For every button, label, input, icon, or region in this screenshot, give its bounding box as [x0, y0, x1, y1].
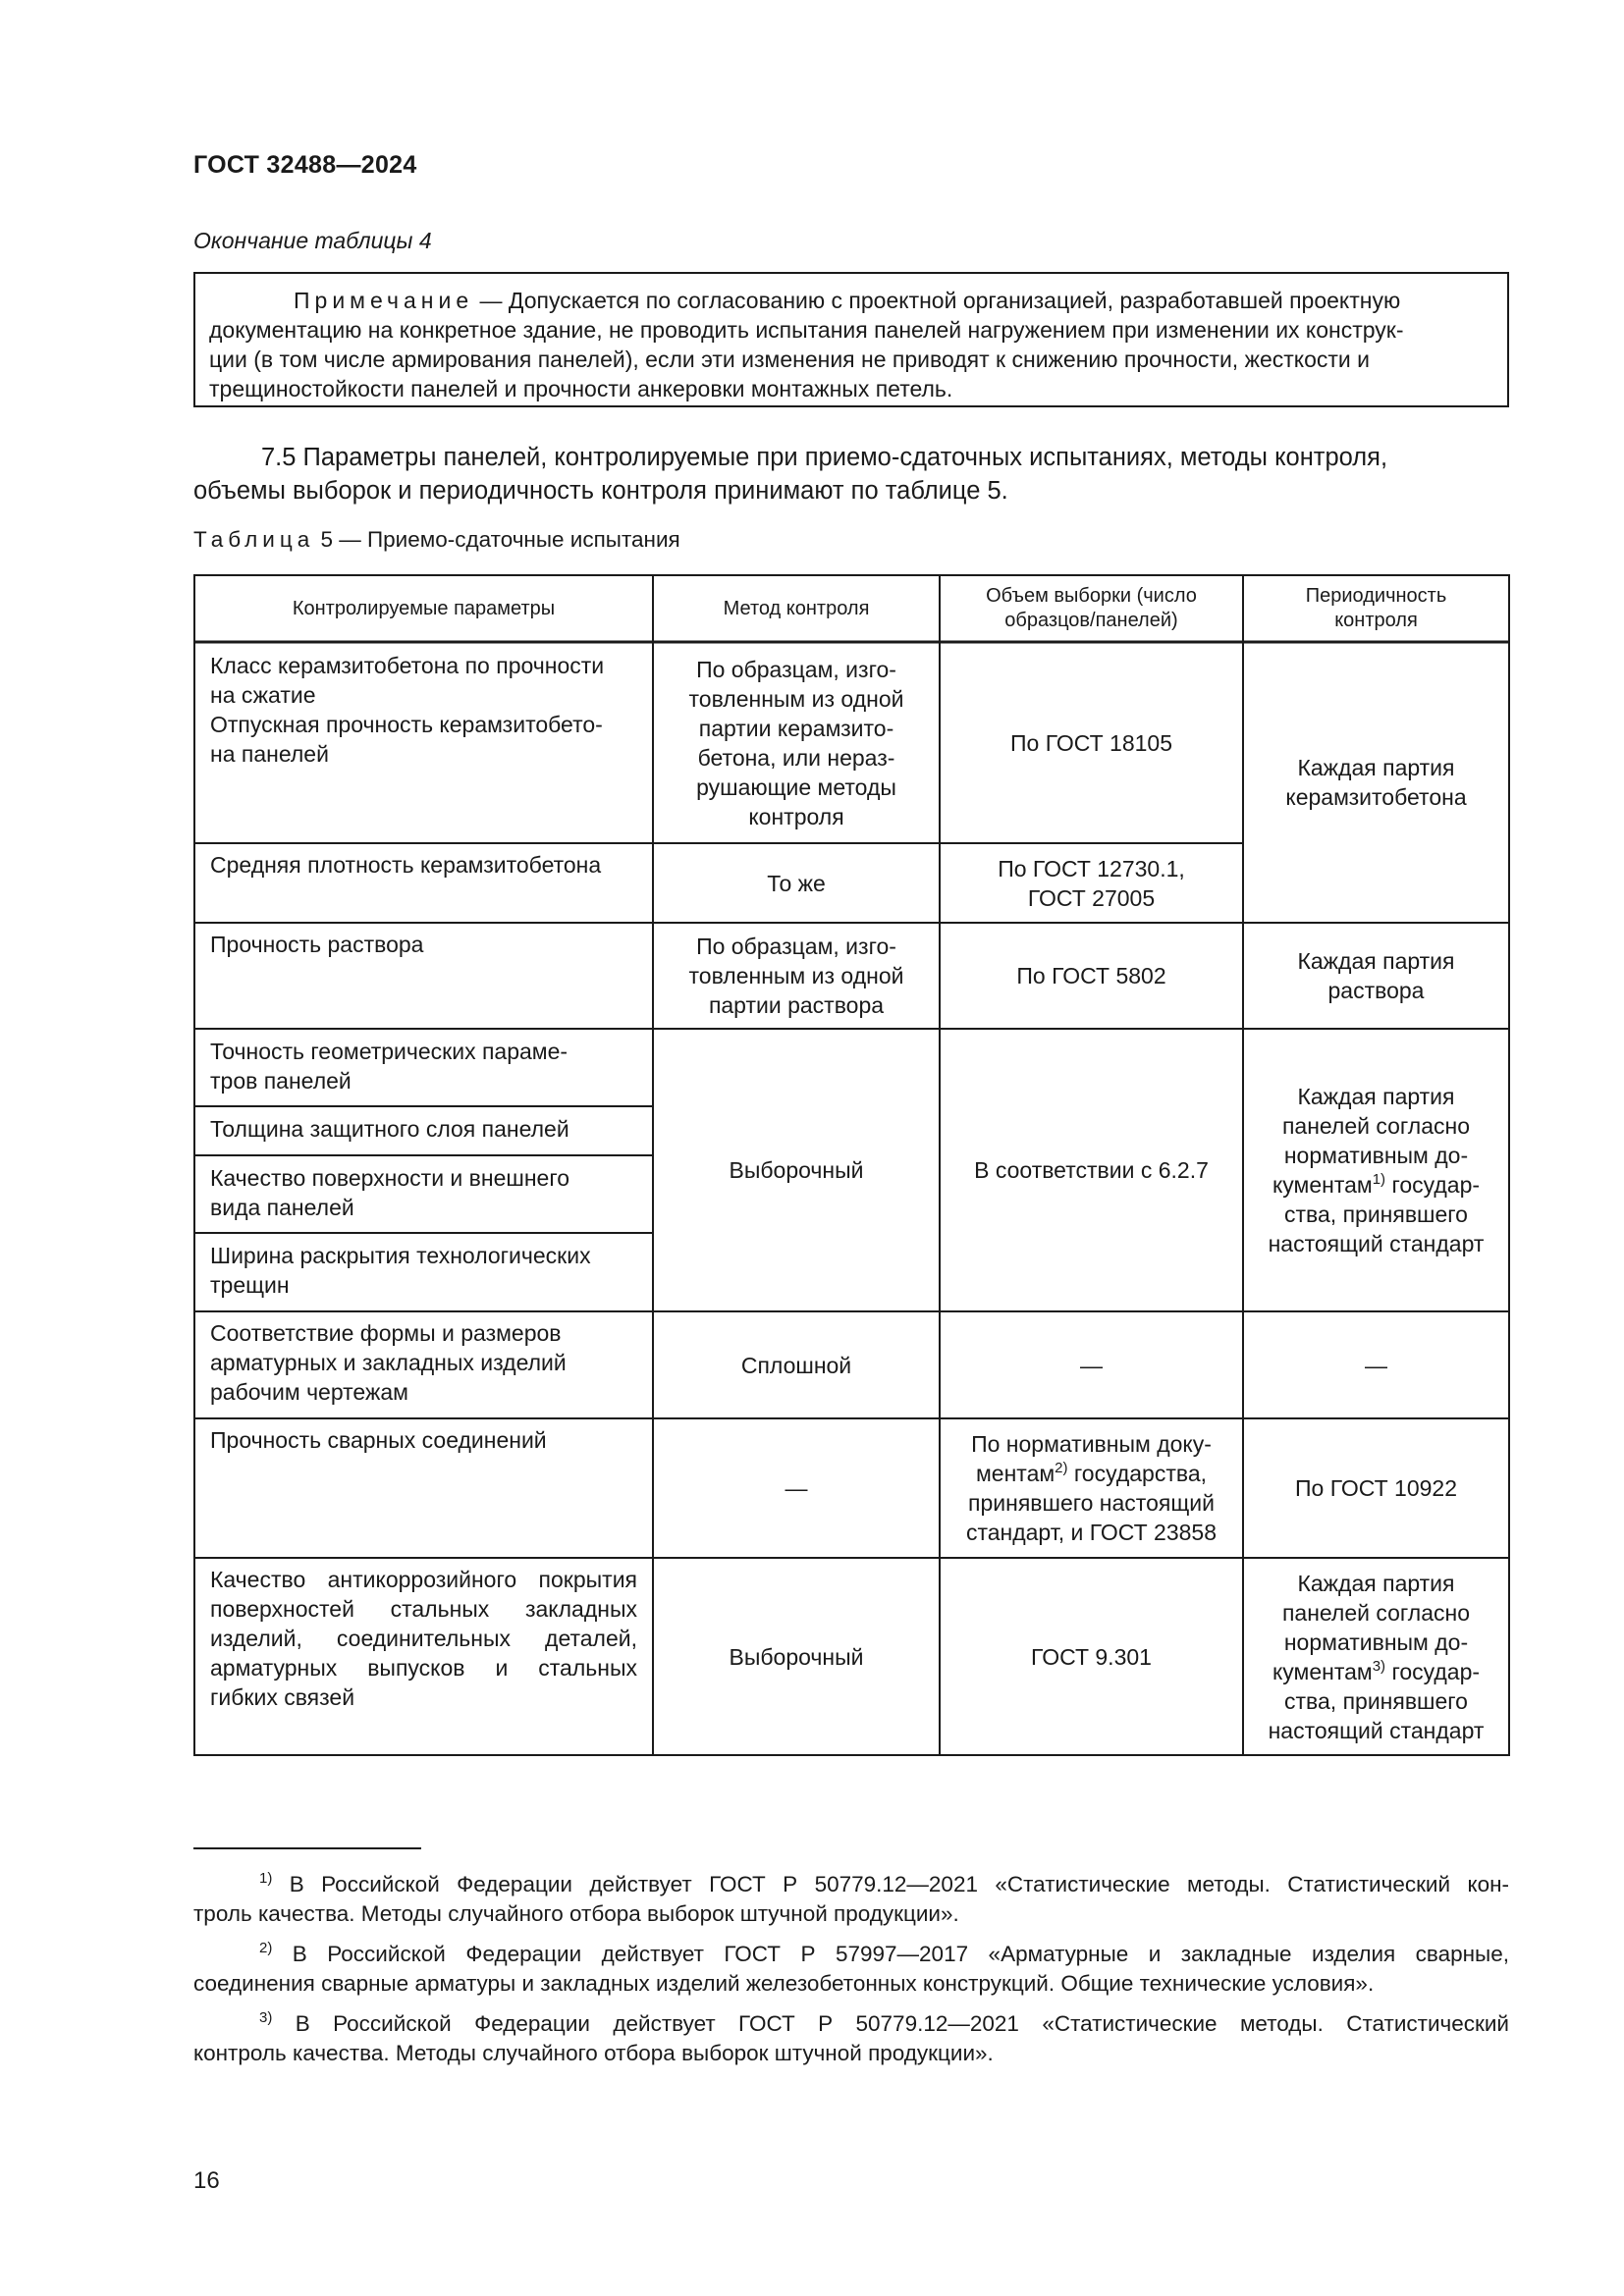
- cell-line: По образцам, изго-: [696, 656, 896, 682]
- cell-line: Прочность раствора: [210, 932, 424, 957]
- cell-line: Каждая партия: [1297, 1570, 1455, 1596]
- cell-r3-sample: [940, 923, 1243, 1029]
- cell-line: партии раствора: [708, 992, 885, 1018]
- footnote-2-mark: 2): [259, 1940, 273, 1956]
- cell-r9-param: [194, 1421, 653, 1459]
- cell-r2-param: [194, 846, 653, 883]
- cell-line: панелей согласно: [1281, 1113, 1471, 1139]
- cell-line: По нормативным доку-: [971, 1431, 1212, 1457]
- cell-r4-param: [194, 1033, 653, 1099]
- cell-fragment: ментам: [975, 1461, 1056, 1486]
- footnote-3-mark: 3): [259, 2009, 273, 2026]
- cell-line: По ГОСТ 10922: [1294, 1475, 1457, 1501]
- cell-line: раствора: [1327, 978, 1425, 1003]
- cell-line: вида панелей: [210, 1195, 354, 1220]
- cell-line: арматурных выпусков и стальных: [210, 1655, 637, 1681]
- cell-r1-method: [653, 642, 940, 843]
- cell-line: тров панелей: [210, 1068, 352, 1094]
- footnote-2-line-1: [259, 1942, 1509, 1967]
- cell-line: трещин: [210, 1272, 290, 1298]
- cell-line: —: [1080, 1352, 1103, 1378]
- cell-r6-param: [194, 1159, 653, 1226]
- cell-line: ства, принявшего: [1284, 1687, 1468, 1714]
- cell-line: Выборочный: [729, 1643, 864, 1670]
- table-continuation-label: Окончание таблицы 4: [193, 228, 432, 253]
- note-line-2: документацию на конкретное здание, не проводить испытания панелей нагружением при изменении их конструк-: [209, 317, 1404, 343]
- footnote-ref-2: 2): [1055, 1460, 1068, 1476]
- cell-line: В соответствии с 6.2.7: [974, 1157, 1209, 1183]
- cell-r4-period: [1243, 1029, 1509, 1311]
- cell-fragment: государства,: [1067, 1461, 1207, 1486]
- page-number: 16: [193, 2167, 220, 2194]
- table-caption: [193, 527, 680, 553]
- cell-line: Выборочный: [729, 1157, 864, 1183]
- cell-line: стандарт, и ГОСТ 23858: [965, 1520, 1218, 1545]
- paragraph-line-2: объемы выборок и периодичность контроля принимают по таблице 5.: [193, 477, 1008, 505]
- note-label: Примечание: [294, 288, 474, 313]
- cell-line: То же: [767, 870, 826, 896]
- cell-line: Толщина защитного слоя панелей: [210, 1116, 569, 1142]
- cell-line: Сплошной: [740, 1352, 852, 1378]
- cell-line: По ГОСТ 12730.1,: [998, 855, 1185, 881]
- cell-r3-period: [1243, 923, 1509, 1029]
- footnote-1-mark: 1): [259, 1870, 273, 1887]
- note-line-1: [294, 286, 1400, 315]
- cell-fragment: государ-: [1385, 1658, 1481, 1684]
- cell-line: Качество поверхности и внешнего: [210, 1165, 570, 1191]
- header-sample: [940, 575, 1243, 642]
- footnote-3-line-2: контроль качества. Методы случайного отбора выборок штучной продукции».: [193, 2041, 994, 2065]
- cell-r8-period: [1243, 1311, 1509, 1418]
- cell-r3-param: [194, 926, 653, 963]
- footnote-2-text: В Российской Федерации действует ГОСТ Р 57997—2017 «Арматурные и закладные изделия сварные,: [272, 1942, 1509, 1966]
- cell-line: Точность геометрических параме-: [210, 1039, 568, 1064]
- header-period-line: Периодичность: [1305, 585, 1447, 607]
- cell-line: По образцам, изго-: [696, 934, 896, 959]
- cell-r8-param: [194, 1314, 653, 1411]
- footnote-ref-3: 3): [1372, 1657, 1386, 1675]
- cell-line: Каждая партия: [1297, 948, 1455, 974]
- footnote-3-line-1: [259, 2011, 1509, 2037]
- cell-line: панелей согласно: [1281, 1599, 1471, 1626]
- cell-fragment: кументам: [1272, 1172, 1373, 1198]
- footnote-2-line-2: соединения сварные арматуры и закладных изделий железобетонных конструкций. Общие технические условия».: [193, 1971, 1375, 1996]
- cell-r5-param: [194, 1110, 653, 1148]
- cell-line: Класс керамзитобетона по прочности: [210, 653, 605, 678]
- cell-line: Ширина раскрытия технологических: [210, 1243, 591, 1268]
- cell-r4-sample: [940, 1029, 1243, 1311]
- cell-r3-method: [653, 923, 940, 1029]
- cell-line: гибких связей: [210, 1684, 355, 1710]
- cell-fragment: кументам: [1272, 1658, 1373, 1684]
- table-caption-label: Таблица: [193, 527, 315, 552]
- header-method: [653, 575, 940, 642]
- paragraph-line-1: 7.5 Параметры панелей, контролируемые при приемо-сдаточных испытаниях, методы контроля,: [261, 444, 1388, 471]
- footnote-1-text: В Российской Федерации действует ГОСТ Р 50779.12—2021 «Статистические методы. Статистический кон-: [272, 1872, 1509, 1896]
- cell-fragment: государ-: [1385, 1172, 1481, 1198]
- footnote-3-text: В Российской Федерации действует ГОСТ Р 50779.12—2021 «Статистические методы. Статистический: [272, 2011, 1509, 2036]
- cell-line: [1259, 1170, 1493, 1200]
- cell-r10-param: [194, 1561, 653, 1716]
- cell-line: поверхностей стальных закладных: [210, 1596, 637, 1622]
- cell-line: Качество антикоррозийного покрытия: [210, 1567, 637, 1592]
- header-params: [194, 575, 653, 642]
- cell-r10-period: [1243, 1558, 1509, 1755]
- table-caption-title: 5 — Приемо-сдаточные испытания: [314, 527, 680, 552]
- cell-line: принявшего настоящий: [968, 1490, 1215, 1516]
- cell-line: ГОСТ 27005: [1027, 884, 1156, 911]
- cell-r7-param: [194, 1237, 653, 1304]
- header-sample-line: образцов/панелей): [1004, 610, 1178, 631]
- cell-line: керамзитобетона: [1285, 784, 1467, 810]
- cell-line: настоящий стандарт: [1268, 1717, 1485, 1743]
- cell-line: Средняя плотность керамзитобетона: [210, 852, 602, 878]
- document-code: ГОСТ 32488—2024: [193, 151, 417, 179]
- cell-line: [1259, 1657, 1493, 1686]
- cell-line: По ГОСТ 5802: [1016, 963, 1166, 988]
- cell-line: настоящий стандарт: [1268, 1231, 1485, 1256]
- footnote-1-line-1: [259, 1872, 1509, 1897]
- note-line-4: трещиностойкости панелей и прочности анкеровки монтажных петель.: [209, 376, 953, 401]
- footnote-1-line-2: троль качества. Методы случайного отбора выборок штучной продукции».: [193, 1901, 959, 1926]
- header-params-text: Контролируемые параметры: [292, 597, 556, 619]
- cell-line: —: [1365, 1352, 1387, 1378]
- cell-r1-param: [194, 647, 653, 773]
- header-period-line: контроля: [1334, 610, 1418, 631]
- cell-line: арматурных и закладных изделий: [210, 1350, 567, 1375]
- cell-line: рушающие методы: [696, 774, 896, 800]
- cell-r10-sample: [940, 1558, 1243, 1755]
- cell-line: Каждая партия: [1297, 1084, 1455, 1109]
- cell-line: товленным из одной: [688, 685, 904, 712]
- cell-line: контроля: [748, 803, 844, 829]
- cell-r8-method: [653, 1311, 940, 1418]
- cell-r1-sample: [940, 642, 1243, 843]
- cell-r9-sample: [940, 1418, 1243, 1558]
- note-text: — Допускается по согласованию с проектной организацией, разработавшей проектную: [473, 288, 1401, 313]
- note-line-3: ции (в том числе армирования панелей), если эти изменения не приводят к снижению прочности, жесткости и: [209, 347, 1371, 372]
- footnote-separator: [193, 1847, 421, 1849]
- cell-line: ства, принявшего: [1284, 1201, 1468, 1227]
- cell-line: товленным из одной: [688, 963, 904, 988]
- cell-line: рабочим чертежам: [210, 1379, 408, 1405]
- header-sample-line: Объем выборки (число: [986, 585, 1197, 607]
- cell-line: на сжатие: [210, 682, 316, 708]
- cell-r12-period: [1243, 642, 1509, 923]
- cell-line: партии керамзито-: [698, 715, 894, 741]
- cell-line: По ГОСТ 18105: [1009, 729, 1172, 756]
- cell-line: Соответствие формы и размеров: [210, 1320, 562, 1346]
- cell-r8-sample: [940, 1311, 1243, 1418]
- cell-line: изделий, соединительных деталей,: [210, 1626, 637, 1651]
- cell-line: Каждая партия: [1297, 755, 1455, 780]
- cell-line: —: [785, 1475, 808, 1501]
- cell-r4-method: [653, 1029, 940, 1311]
- note-box: [193, 272, 1509, 407]
- cell-line: Отпускная прочность керамзитобето-: [210, 712, 603, 737]
- cell-r9-period: [1243, 1418, 1509, 1558]
- header-method-text: Метод контроля: [723, 597, 870, 619]
- cell-line: [946, 1459, 1237, 1488]
- cell-line: нормативным до-: [1283, 1629, 1469, 1655]
- footnote-ref-1: 1): [1372, 1171, 1386, 1188]
- cell-r2-method: [653, 843, 940, 923]
- cell-line: ГОСТ 9.301: [1031, 1643, 1152, 1670]
- cell-line: Прочность сварных соединений: [210, 1427, 547, 1453]
- header-period: [1243, 575, 1509, 642]
- cell-r10-method: [653, 1558, 940, 1755]
- cell-line: бетона, или нераз-: [697, 744, 895, 771]
- cell-r9-method: [653, 1418, 940, 1558]
- cell-line: на панелей: [210, 741, 329, 767]
- cell-r2-sample: [940, 843, 1243, 923]
- cell-line: нормативным до-: [1283, 1143, 1469, 1168]
